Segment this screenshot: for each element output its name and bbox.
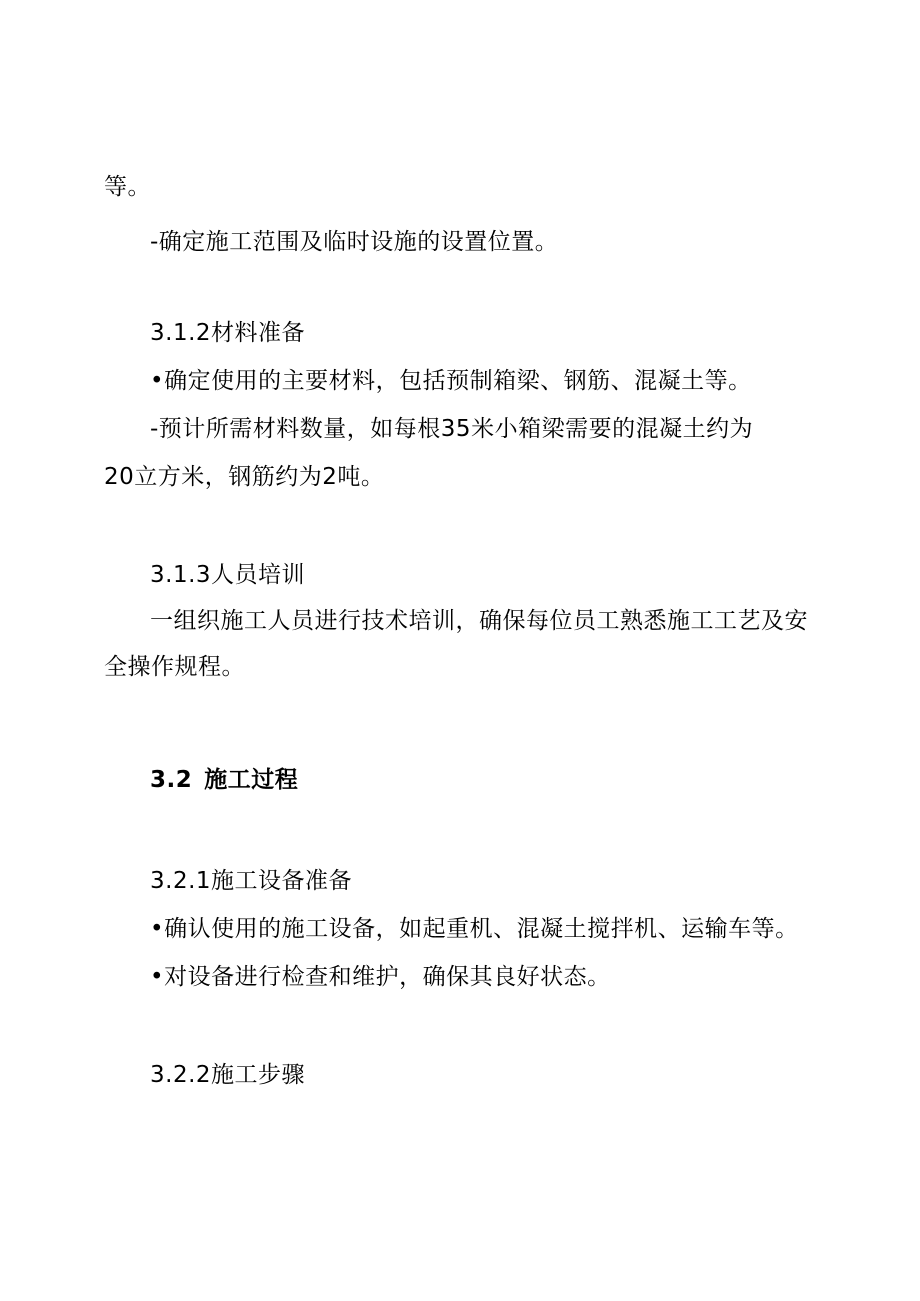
list-item-maintenance: •对设备进行检查和维护，确保其良好状态。 (150, 964, 611, 990)
subsection-heading-3-2-2: 3.2.2施工步骤 (150, 1062, 306, 1088)
list-item-equipment: •确认使用的施工设备，如起重机、混凝土搅拌机、运输车等。 (150, 916, 799, 942)
section-title: 施工过程 (204, 767, 299, 793)
list-item-main-materials: •确定使用的主要材料，包括预制箱梁、钢筋、混凝土等。 (150, 368, 752, 394)
section-number: 3.2 (150, 767, 193, 793)
subsection-heading-3-1-3: 3.1.3人员培训 (150, 562, 306, 588)
list-item-material-quantity: -预计所需材料数量，如每根35米小箱梁需要的混凝土约为 (150, 416, 754, 442)
list-item-training: 一组织施工人员进行技术培训，确保每位员工熟悉施工工艺及安 (150, 608, 808, 634)
subsection-heading-3-1-2: 3.1.2材料准备 (150, 320, 306, 346)
list-item-training-cont: 全操作规程。 (104, 654, 245, 680)
list-item-construction-scope: -确定施工范围及临时设施的设置位置。 (150, 229, 559, 255)
list-item-material-quantity-cont: 20立方米，钢筋约为2吨。 (104, 464, 385, 490)
section-heading-3-2 (150, 765, 298, 795)
subsection-heading-3-2-1: 3.2.1施工设备准备 (150, 868, 353, 894)
paragraph-continuation: 等。 (104, 174, 151, 200)
